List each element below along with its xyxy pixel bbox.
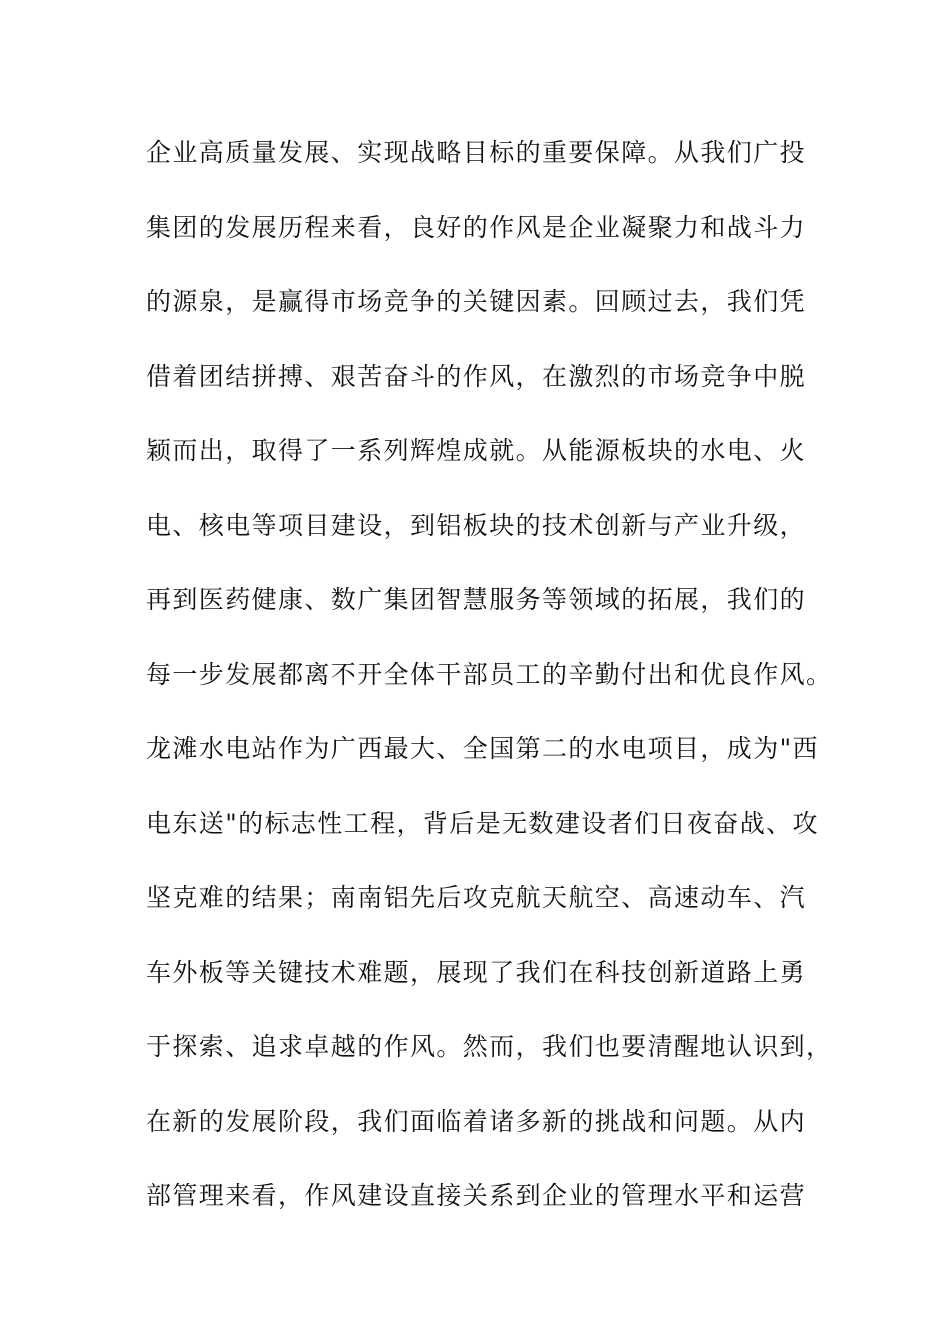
text-line: 在新的发展阶段，我们面临着诸多新的挑战和问题。从内	[146, 1106, 807, 1136]
text-line: 龙滩水电站作为广西最大、全国第二的水电项目，成为"西	[146, 734, 819, 763]
text-line: 电东送"的标志性工程，背后是无数建设者们日夜奋战、攻	[146, 808, 819, 838]
text-line: 于探索、追求卓越的作风。然而，我们也要清醒地认识到，	[146, 1032, 833, 1061]
text-line: 的源泉，是赢得市场竞争的关键因素。回顾过去，我们凭	[146, 287, 807, 316]
text-line: 每一步发展都离不开全体干部员工的辛勤付出和优良作风。	[146, 659, 833, 689]
text-line: 借着团结拼搏、艰苦奋斗的作风，在激烈的市场竞争中脱	[146, 361, 807, 391]
text-line: 企业高质量发展、实现战略目标的重要保障。从我们广投	[146, 138, 807, 167]
text-line: 再到医药健康、数广集团智慧服务等领域的拓展，我们的	[146, 585, 807, 614]
text-line: 集团的发展历程来看，良好的作风是企业凝聚力和战斗力	[146, 212, 807, 242]
text-line: 颖而出，取得了一系列辉煌成就。从能源板块的水电、火	[146, 436, 807, 465]
text-line: 坚克难的结果；南南铝先后攻克航天航空、高速动车、汽	[146, 883, 807, 912]
text-line: 电、核电等项目建设，到铝板块的技术创新与产业升级，	[146, 510, 807, 540]
text-line: 车外板等关键技术难题，展现了我们在科技创新道路上勇	[146, 957, 807, 987]
body-text	[146, 130, 833, 1248]
text-line: 部管理来看，作风建设直接关系到企业的管理水平和运营	[146, 1181, 807, 1210]
